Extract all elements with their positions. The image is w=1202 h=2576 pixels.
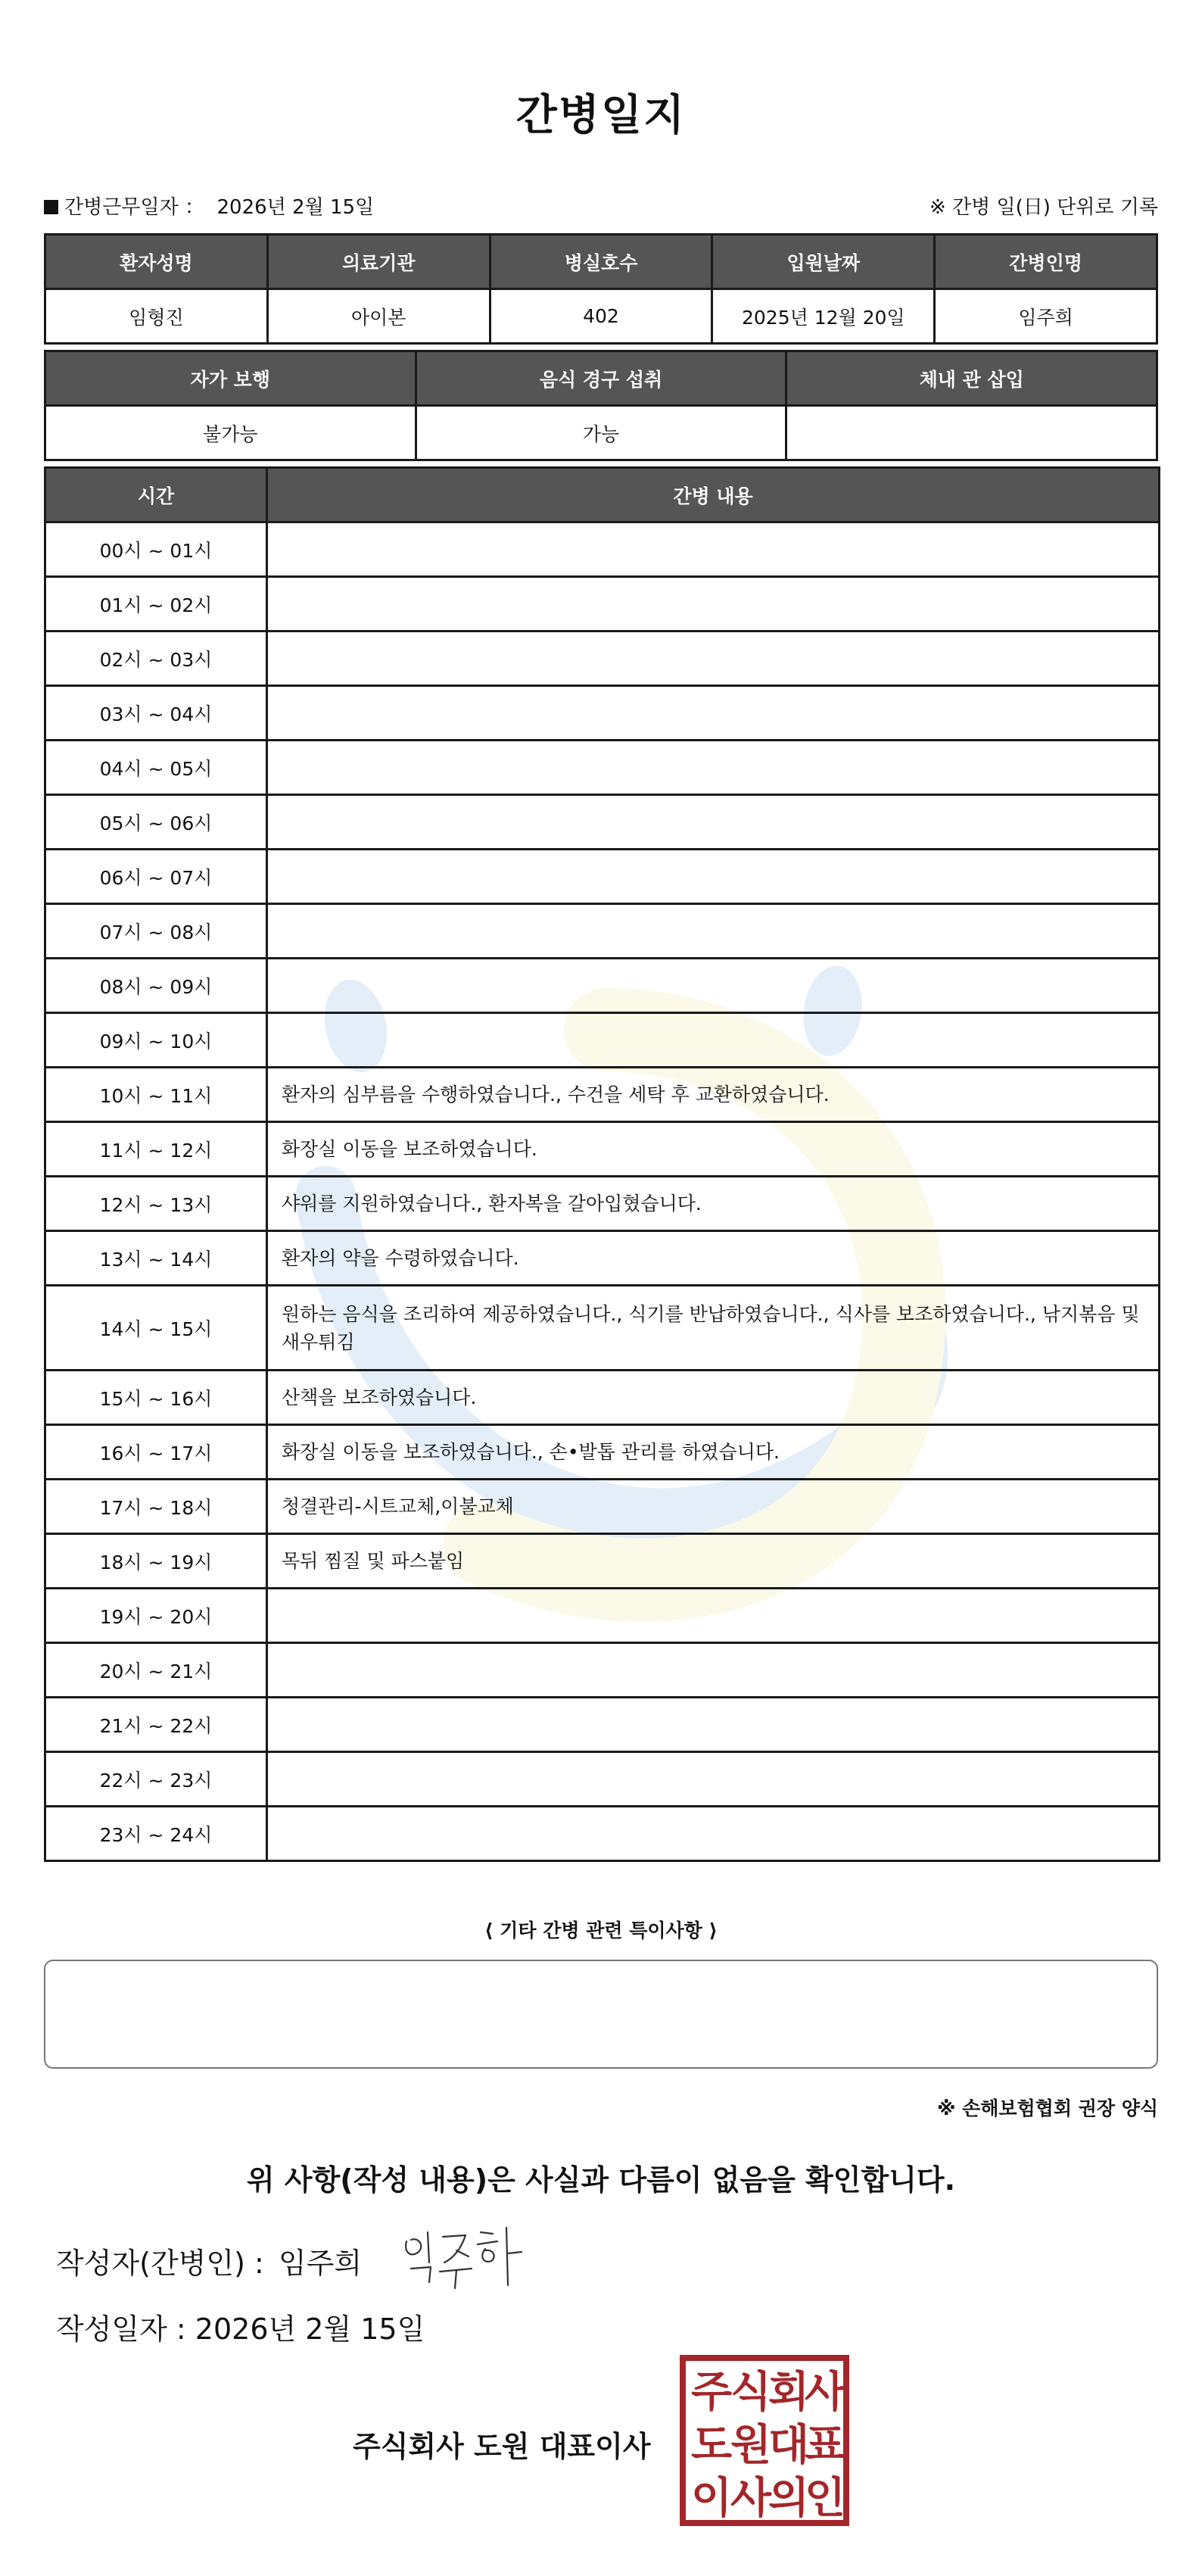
tube-insertion <box>786 406 1157 460</box>
svg-text:식: 식 <box>730 2368 772 2417</box>
company-seal-stamp <box>678 2353 851 2528</box>
care-log-row <box>45 577 1160 632</box>
writer-label: 작성자(간병인) : <box>56 2247 264 2280</box>
log-time-cell: 20시 ~ 21시 <box>45 1643 267 1698</box>
care-log-row <box>45 795 1160 850</box>
care-log-row <box>45 1752 1160 1807</box>
care-log-row <box>45 959 1160 1013</box>
handwritten-signature <box>396 2219 540 2294</box>
patient-info-header-row <box>45 235 1157 289</box>
header-care-content: 간병 내용 <box>267 468 1160 522</box>
square-bullet-icon <box>44 200 58 214</box>
log-content-cell <box>267 850 1160 904</box>
log-content-cell <box>267 1643 1160 1698</box>
patient-status-table <box>44 350 1158 461</box>
log-time-cell: 09시 ~ 10시 <box>45 1013 267 1068</box>
header-oral-intake: 음식 경구 섭취 <box>416 351 786 406</box>
care-log-row <box>45 522 1160 577</box>
log-time-cell: 21시 ~ 22시 <box>45 1698 267 1752</box>
header-caregiver-name: 간병인명 <box>935 235 1157 289</box>
work-date-value: 2026년 2월 15일 <box>216 196 375 219</box>
log-time-cell: 01시 ~ 02시 <box>45 577 267 632</box>
log-content-cell <box>267 686 1160 741</box>
care-log-row <box>45 632 1160 686</box>
self-walking: 불가능 <box>45 406 416 460</box>
log-time-cell: 02시 ~ 03시 <box>45 632 267 686</box>
page-title: 간병일지 <box>515 91 687 140</box>
log-time-cell: 17시 ~ 18시 <box>45 1480 267 1534</box>
work-date-row <box>44 192 1158 222</box>
log-time-cell: 07시 ~ 08시 <box>45 904 267 959</box>
log-time-cell: 06시 ~ 07시 <box>45 850 267 904</box>
caregiver-name: 임주희 <box>935 289 1157 344</box>
work-date <box>44 192 374 220</box>
svg-text:표: 표 <box>804 2421 846 2470</box>
patient-status-header-row <box>45 351 1157 406</box>
log-time-cell: 22시 ~ 23시 <box>45 1752 267 1807</box>
care-log-row <box>45 1425 1160 1480</box>
log-content-cell <box>267 632 1160 686</box>
log-time-cell: 03시 ~ 04시 <box>45 686 267 741</box>
log-time-cell: 12시 ~ 13시 <box>45 1177 267 1231</box>
svg-text:원: 원 <box>730 2421 772 2470</box>
company-representative: 주식회사 도원 대표이사 <box>353 2430 651 2463</box>
patient-name: 임형진 <box>45 289 268 344</box>
care-log-row <box>45 1068 1160 1122</box>
log-time-cell: 00시 ~ 01시 <box>45 522 267 577</box>
log-content-cell: 샤워를 지원하였습니다., 환자복을 갈아입혔습니다. <box>267 1177 1160 1231</box>
log-time-cell: 15시 ~ 16시 <box>45 1371 267 1425</box>
hourly-care-log-table <box>44 466 1160 1862</box>
log-time-cell: 08시 ~ 09시 <box>45 959 267 1013</box>
care-log-body <box>45 522 1160 1861</box>
care-log-row <box>45 741 1160 795</box>
care-log-row <box>45 1286 1160 1371</box>
svg-text:사: 사 <box>730 2474 772 2523</box>
svg-text:의: 의 <box>768 2474 810 2523</box>
log-content-cell <box>267 959 1160 1013</box>
confirmation-statement: 위 사항(작성 내용)은 사실과 다름이 없음을 확인합니다. <box>246 2163 956 2197</box>
log-content-cell: 화장실 이동을 보조하였습니다. <box>267 1122 1160 1177</box>
svg-text:대: 대 <box>768 2421 810 2470</box>
svg-text:주: 주 <box>690 2368 733 2417</box>
log-time-cell: 23시 ~ 24시 <box>45 1807 267 1861</box>
log-content-cell <box>267 1807 1160 1861</box>
svg-text:도: 도 <box>690 2421 733 2470</box>
header-patient-name: 환자성명 <box>45 235 268 289</box>
log-content-cell: 목뒤 찜질 및 파스붙임 <box>267 1534 1160 1589</box>
log-time-cell: 16시 ~ 17시 <box>45 1425 267 1480</box>
room-number: 402 <box>490 289 712 344</box>
notes-title: ⟨ 기타 간병 관련 특이사항 ⟩ <box>484 1920 718 1941</box>
hospital: 아이본 <box>267 289 490 344</box>
daily-record-note: ※ 간병 일(日) 단위로 기록 <box>929 196 1158 219</box>
log-time-cell: 05시 ~ 06시 <box>45 795 267 850</box>
patient-info-table <box>44 233 1158 345</box>
log-content-cell <box>267 1752 1160 1807</box>
written-date: 작성일자 : 2026년 2월 15일 <box>56 2312 425 2346</box>
care-log-row <box>45 1534 1160 1589</box>
care-log-row <box>45 1698 1160 1752</box>
header-tube-insertion: 체내 관 삽입 <box>786 351 1157 406</box>
care-log-row <box>45 850 1160 904</box>
care-log-row <box>45 686 1160 741</box>
log-content-cell: 원하는 음식을 조리하여 제공하였습니다., 식기를 반납하였습니다., 식사를 보조하였습니다., 낚지볶음 및 새우튀김 <box>267 1286 1160 1371</box>
log-time-cell: 13시 ~ 14시 <box>45 1231 267 1286</box>
log-content-cell: 청결관리-시트교체,이불교체 <box>267 1480 1160 1534</box>
log-time-cell: 19시 ~ 20시 <box>45 1589 267 1643</box>
recommended-form-note: ※ 손해보험협회 권장 양식 <box>937 2097 1158 2119</box>
care-log-row <box>45 1371 1160 1425</box>
log-time-cell: 10시 ~ 11시 <box>45 1068 267 1122</box>
care-log-row <box>45 1807 1160 1861</box>
header-room-number: 병실호수 <box>490 235 712 289</box>
patient-info-value-row <box>45 289 1157 344</box>
svg-text:이: 이 <box>690 2474 733 2523</box>
care-log-row <box>45 1480 1160 1534</box>
log-content-cell: 산책을 보조하였습니다. <box>267 1371 1160 1425</box>
log-content-cell <box>267 904 1160 959</box>
care-log-header-row <box>45 468 1160 522</box>
care-log-row <box>45 1643 1160 1698</box>
svg-text:회: 회 <box>768 2368 810 2417</box>
log-content-cell <box>267 522 1160 577</box>
log-content-cell: 환자의 약을 수령하였습니다. <box>267 1231 1160 1286</box>
patient-status-value-row <box>45 406 1157 460</box>
svg-text:사: 사 <box>804 2368 846 2417</box>
log-time-cell: 04시 ~ 05시 <box>45 741 267 795</box>
log-time-cell: 18시 ~ 19시 <box>45 1534 267 1589</box>
header-hospital: 의료기관 <box>267 235 490 289</box>
log-content-cell <box>267 795 1160 850</box>
header-time: 시간 <box>45 468 267 522</box>
admission-date: 2025년 12월 20일 <box>712 289 935 344</box>
log-content-cell <box>267 1698 1160 1752</box>
care-log-row <box>45 1231 1160 1286</box>
care-log-row <box>45 1122 1160 1177</box>
oral-intake: 가능 <box>416 406 786 460</box>
log-content-cell <box>267 741 1160 795</box>
special-notes-box <box>44 1960 1158 2069</box>
care-log-row <box>45 1013 1160 1068</box>
log-content-cell: 환자의 심부름을 수행하였습니다., 수건을 세탁 후 교환하였습니다. <box>267 1068 1160 1122</box>
work-date-label: 간병근무일자 ： <box>64 196 204 219</box>
log-content-cell <box>267 1589 1160 1643</box>
care-log-row <box>45 1177 1160 1231</box>
log-time-cell: 14시 ~ 15시 <box>45 1286 267 1371</box>
header-admission-date: 입원날짜 <box>712 235 935 289</box>
writer-name: 임주희 <box>279 2247 363 2280</box>
header-self-walking: 자가 보행 <box>45 351 416 406</box>
log-content-cell <box>267 1013 1160 1068</box>
care-log-row <box>45 904 1160 959</box>
log-content-cell: 화장실 이동을 보조하였습니다., 손•발톱 관리를 하였습니다. <box>267 1425 1160 1480</box>
svg-text:인: 인 <box>804 2474 846 2523</box>
log-time-cell: 11시 ~ 12시 <box>45 1122 267 1177</box>
log-content-cell <box>267 577 1160 632</box>
care-log-row <box>45 1589 1160 1643</box>
